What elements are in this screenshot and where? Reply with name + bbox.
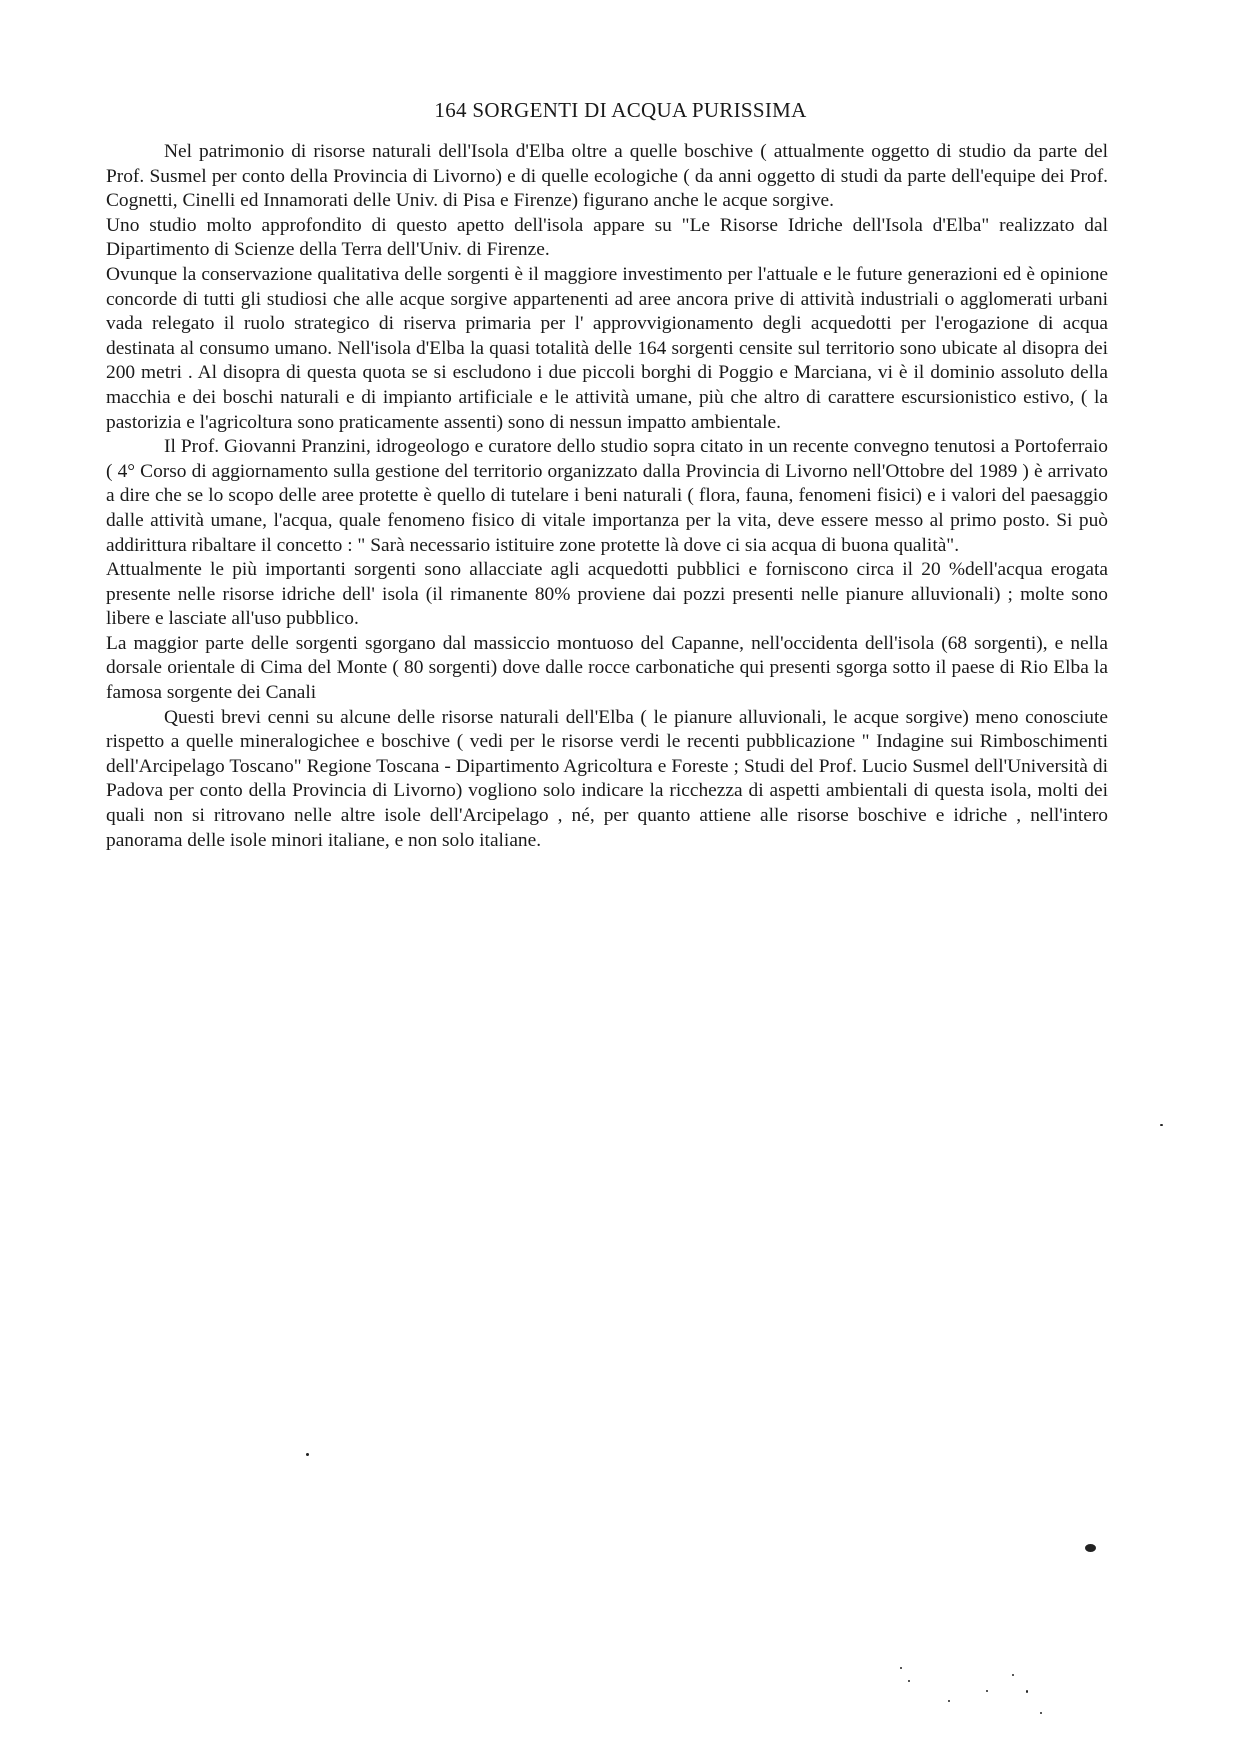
scan-blot bbox=[1085, 1544, 1096, 1552]
scan-speck bbox=[1160, 1124, 1163, 1126]
scan-speck bbox=[306, 1453, 309, 1456]
paragraph-6: La maggior parte delle sorgenti sgorgano dal massiccio montuoso del Capanne, nell'occidenta dell'isola (68 sorgenti), e nella dorsale orientale di Cima del Monte ( 80 sorgenti) dove dalle rocce carbonatiche qui presenti sgorga sotto il paese di Rio Elba la famosa sorgente dei Canali bbox=[106, 632, 1108, 704]
paragraph-4: Il Prof. Giovanni Pranzini, idrogeologo e curatore dello studio sopra citato in un recente convegno tenutosi a Portoferraio ( 4° Corso di aggiornamento sulla gestione del territorio organizzato dalla Provincia di Livorno nell'Ottobre del 1989 ) è arrivato a dire che se lo scopo delle aree protette è quello di tutelare i beni naturali ( flora, fauna, fenomeni fisici) e i valori del paesaggio dalle attività umane, l'acqua, quale fenomeno fisico di vitale importanza per la vita, deve essere messo al primo posto. Si può addirittura ribaltare il concetto : " Sarà necessario istituire zone protette là dove ci sia acqua di buona qualità". bbox=[106, 436, 1108, 556]
scan-speck bbox=[1040, 1712, 1042, 1714]
paragraph-1: Nel patrimonio di risorse naturali dell'Isola d'Elba oltre a quelle boschive ( attualmente oggetto di studio da parte del Prof. Susmel per conto della Provincia di Livorno) e di quelle ecologiche ( da anni oggetto di studi da parte dell'equipe dei Prof. Cognetti, Cinelli ed Innamorati delle Univ. di Pisa e Firenze) figurano anche le acque sorgive. bbox=[106, 141, 1108, 212]
scan-speck bbox=[908, 1680, 910, 1682]
scan-speck bbox=[986, 1690, 988, 1692]
paragraph-3: Ovunque la conservazione qualitativa delle sorgenti è il maggiore investimento per l'attuale e le future generazioni ed è opinione concorde di tutti gli studiosi che alle acque sorgive appartenenti ad aree ancora prive di attività industriali o agglomerati urbani vada relegato il ruolo strategico di riserva primaria per l' approvvigionamento degli acquedotti per l'erogazione di acqua destinata al consumo umano. Nell'isola d'Elba la quasi totalità delle 164 sorgenti censite sul territorio sono ubicate al disopra dei 200 metri . Al disopra di questa quota se si escludono i due piccoli borghi di Poggio e Marciana, vi è il dominio assoluto della macchia e dei boschi naturali e di impianto artificiale e le attività umane, più che altro di carattere escursionistico estivo, ( la pastorizia e l'agricoltura sono praticamente assenti) sono di nessun impatto ambientale. bbox=[106, 263, 1108, 433]
page-title: 164 SORGENTI DI ACQUA PURISSIMA bbox=[434, 98, 807, 122]
paragraph-7: Questi brevi cenni su alcune delle risorse naturali dell'Elba ( le pianure alluvionali, le acque sorgive) meno conosciute rispetto a quelle mineralogichee e boschive ( vedi per le risorse verdi le recenti pubblicazione " Indagine sui Rimboschimenti dell'Arcipelago Toscano" Regione Toscana - Dipartimento Agricoltura e Foreste ; Studi del Prof. Lucio Susmel dell'Università di Padova per conto della Provincia di Livorno) vogliono solo indicare la ricchezza di aspetti ambientali di questa isola, molti dei quali non si ritrovano nelle altre isole dell'Arcipelago , né, per quanto attiene alle risorse boschive e idriche , nell'intero panorama delle isole minori italiane, e non solo italiane. bbox=[106, 706, 1108, 851]
document-body bbox=[106, 140, 1108, 853]
paragraph-2: Uno studio molto approfondito di questo apetto dell'isola appare su "Le Risorse Idriche dell'Isola d'Elba" realizzato dal Dipartimento di Scienze della Terra dell'Univ. di Firenze. bbox=[106, 214, 1108, 261]
paragraph-5: Attualmente le più importanti sorgenti sono allacciate agli acquedotti pubblici e forniscono circa il 20 %dell'acqua erogata presente nelle risorse idriche dell' isola (il rimanente 80% proviene dai pozzi presenti nelle pianure alluvionali) ; molte sono libere e lasciate all'uso pubblico. bbox=[106, 559, 1108, 630]
scan-speck bbox=[1026, 1690, 1028, 1693]
scan-speck bbox=[900, 1667, 902, 1669]
scan-speck bbox=[1012, 1674, 1014, 1676]
scan-speck bbox=[948, 1700, 950, 1702]
